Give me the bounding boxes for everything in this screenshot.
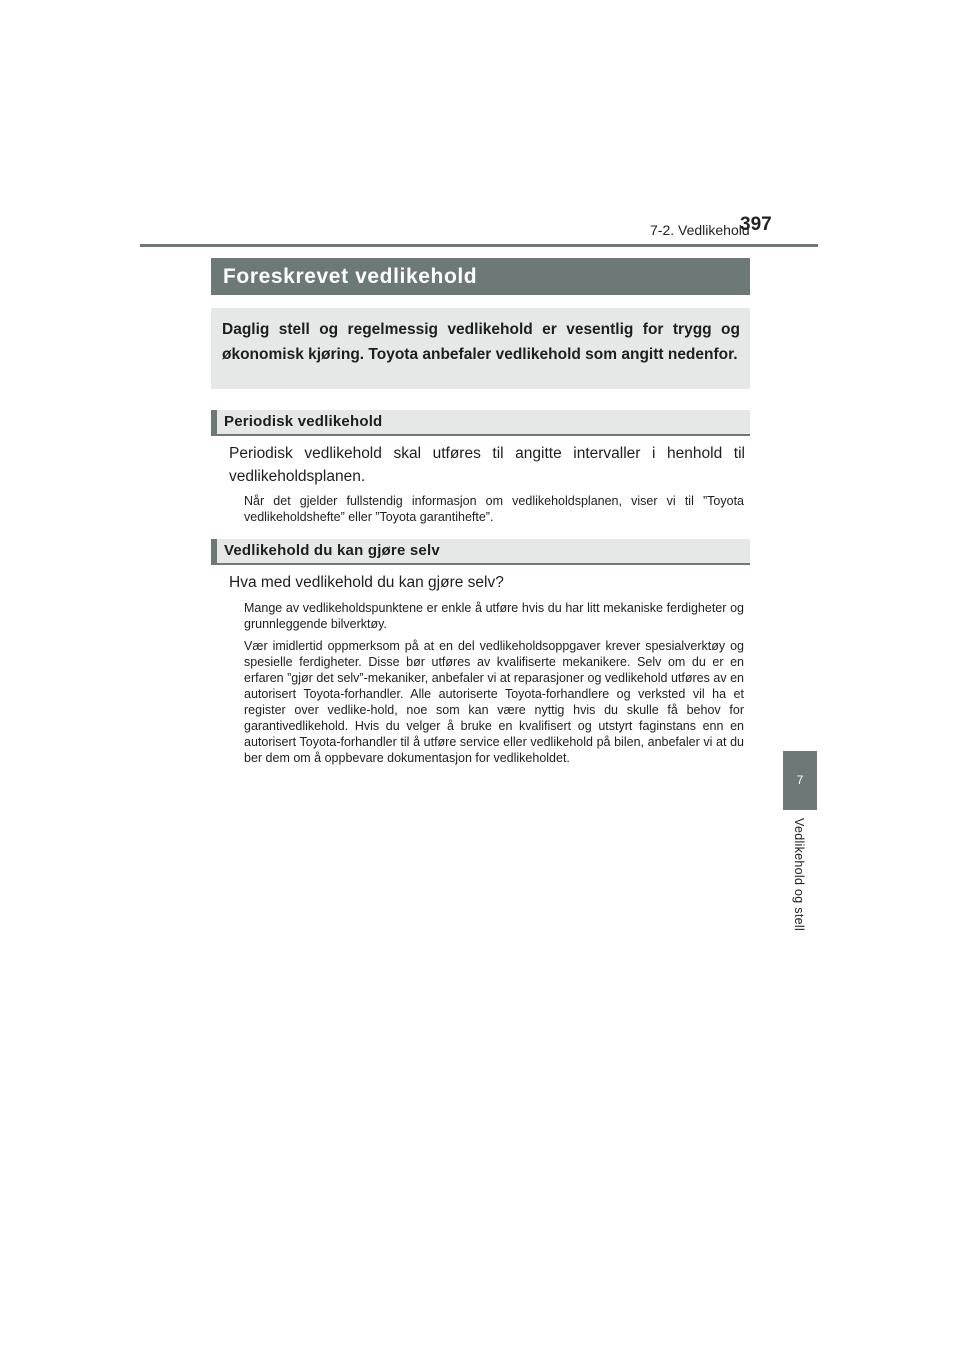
header-divider	[140, 244, 818, 247]
section-heading-diy	[211, 539, 750, 565]
section-heading-label: Periodisk vedlikehold	[224, 413, 383, 430]
section-lead-paragraph: Periodisk vedlikehold skal utføres til angitte intervaller i henhold til vedlikeholdsplanen.	[229, 445, 745, 485]
running-header-section: 7-2. Vedlikehold	[650, 222, 750, 238]
heading-marker	[211, 539, 217, 563]
section-note-paragraph: Vær imidlertid oppmerksom på at en del vedlikeholdsoppgaver krever spesialverktøy og spesielle ferdigheter. Disse bør utføres av kvalifiserte mekanikere. Selv om du er en erfaren ”gjør det selv”-mekaniker, anbefaler vi at reparasjoner og vedlikehold utføres av en autorisert Toyota-forhandler. Alle autoriserte Toyota-forhandlere og verksted vil ha et register over vedlike-hold, noe som kan være nyttig hvis du skulle få behov for garantivedlikehold. Hvis du velger å bruke en kvalifisert og utstyrt faginstans enn en autorisert Toyota-forhandler til å utføre service eller vedlikehold på bilen, anbefaler vi at du ber dem om å oppbevare dokumentasjon for vedlikeholdet.	[244, 639, 744, 765]
section-note-paragraph: Mange av vedlikeholdspunktene er enkle å utføre hvis du har litt mekaniske ferdigheter og grunnleggende bilverktøy.	[244, 601, 744, 631]
section-heading-label: Vedlikehold du kan gjøre selv	[224, 542, 440, 559]
section-heading-periodic	[211, 410, 750, 436]
intro-box: Daglig stell og regelmessig vedlikehold er vesentlig for trygg og økonomisk kjøring. Toyota anbefaler vedlikehold som angitt nedenfor.	[211, 308, 750, 389]
chapter-tab-label: Vedlikehold og stell	[792, 818, 806, 932]
page-title: Foreskrevet vedlikehold	[211, 258, 750, 295]
page-number: 397	[740, 214, 772, 235]
chapter-tab-number: 7	[783, 751, 817, 810]
section-lead-paragraph: Hva med vedlikehold du kan gjøre selv?	[229, 574, 504, 591]
heading-marker	[211, 410, 217, 434]
section-note-paragraph: Når det gjelder fullstendig informasjon om vedlikeholdsplanen, viser vi til ”Toyota vedlikeholdshefte” eller ”Toyota garantihefte”.	[244, 494, 744, 524]
